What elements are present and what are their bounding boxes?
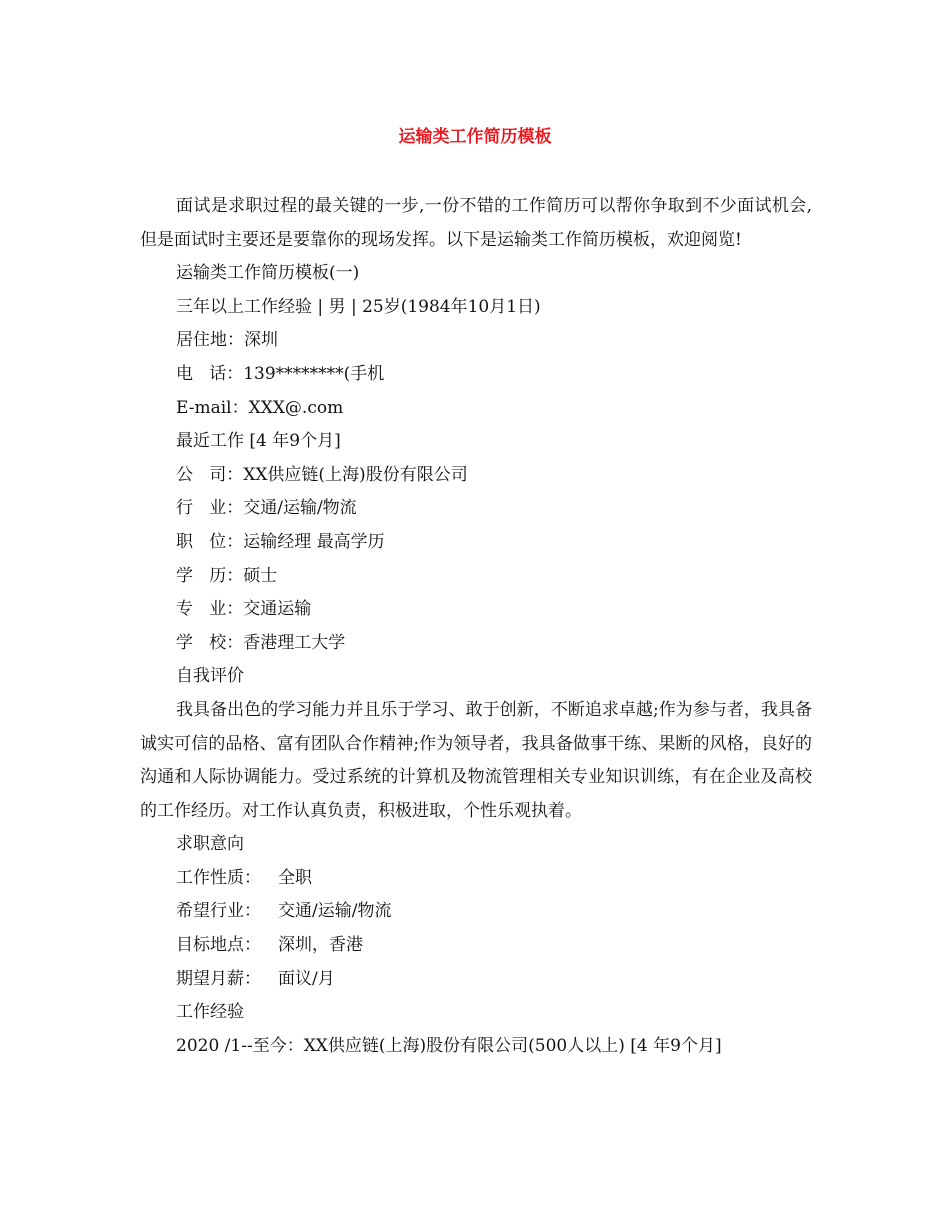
- major-value: 交通运输: [243, 599, 312, 620]
- work-title: 工作经验: [176, 1002, 244, 1023]
- email-line: [140, 392, 812, 426]
- intent-value: 交通/运输/物流: [278, 901, 392, 922]
- self-eval-title: 自我评价: [176, 666, 244, 687]
- residence-line: [140, 324, 812, 358]
- intro-paragraph: 面试是求职过程的最关键的一步,一份不错的工作简历可以帮你争取到不少面试机会,但是面试时主要还是要靠你的现场发挥。以下是运输类工作简历模板，欢迎阅览!: [140, 196, 812, 250]
- education-label-a: 学: [176, 565, 193, 586]
- position-line: [140, 526, 812, 560]
- industry-label-a: 行: [176, 498, 193, 519]
- company-line: [140, 459, 812, 493]
- recent-work-line: 最近工作 [4 年9个月]: [176, 431, 341, 452]
- intent-line: [140, 963, 812, 997]
- major-label-b: 业：: [209, 599, 244, 620]
- phone-label-b: 话：: [209, 363, 244, 384]
- intent-line: [140, 862, 812, 896]
- intent-label: 希望行业：: [176, 901, 261, 922]
- industry-value: 交通/运输/物流: [243, 498, 357, 519]
- section-title: 运输类工作简历模板(一): [176, 263, 360, 284]
- phone-value: 139********(手机: [243, 363, 385, 384]
- self-eval-paragraph: 我具备出色的学习能力并且乐于学习、敢于创新，不断追求卓越;作为参与者，我具备诚实可信的品格、富有团队合作精神;作为领导者，我具备做事干练、果断的风格，良好的沟通和人际协调能力。受过系统的计算机及物流管理相关专业知识训练，有在企业及高校的工作经历。对工作认真负责，积极进取，个性乐观执着。: [140, 699, 812, 821]
- school-label-b: 校：: [209, 632, 244, 653]
- company-label-b: 司：: [209, 464, 244, 485]
- school-label-a: 学: [176, 632, 193, 653]
- phone-line: [140, 358, 812, 392]
- email-value: XXX@.com: [248, 397, 344, 418]
- education-value: 硕士: [243, 565, 278, 586]
- intent-label: 工作性质：: [176, 867, 261, 888]
- school-line: [140, 627, 812, 661]
- intent-value: 全职: [278, 867, 312, 888]
- intent-value: 深圳，香港: [278, 935, 363, 956]
- education-label-b: 历：: [209, 565, 244, 586]
- major-label-a: 专: [176, 599, 193, 620]
- residence-value: 深圳: [244, 330, 278, 351]
- intent-line: [140, 929, 812, 963]
- phone-label-a: 电: [176, 363, 193, 384]
- major-line: [140, 593, 812, 627]
- education-line: [140, 560, 812, 594]
- document-body: [140, 190, 812, 1063]
- intent-title: 求职意向: [176, 834, 244, 855]
- position-value: 运输经理 最高学历: [243, 531, 385, 552]
- intent-value: 面议/月: [278, 968, 335, 989]
- residence-label: 居住地：: [176, 330, 244, 351]
- intent-label: 目标地点：: [176, 935, 261, 956]
- school-value: 香港理工大学: [243, 632, 346, 653]
- position-label-a: 职: [176, 531, 193, 552]
- work-entry: 2020 /1--至今：XX供应链(上海)股份有限公司(500人以上) [4 年9个月]: [176, 1035, 722, 1056]
- email-label: E-mail：: [176, 397, 249, 418]
- position-label-b: 位：: [209, 531, 244, 552]
- document-title: 运输类工作简历模板: [398, 127, 552, 147]
- summary-line: 三年以上工作经验 | 男 | 25岁(1984年10月1日): [176, 296, 541, 317]
- intent-line: [140, 895, 812, 929]
- industry-label-b: 业：: [209, 498, 244, 519]
- company-value: XX供应链(上海)股份有限公司: [243, 464, 468, 485]
- industry-line: [140, 492, 812, 526]
- company-label-a: 公: [176, 464, 193, 485]
- intent-label: 期望月薪：: [176, 968, 261, 989]
